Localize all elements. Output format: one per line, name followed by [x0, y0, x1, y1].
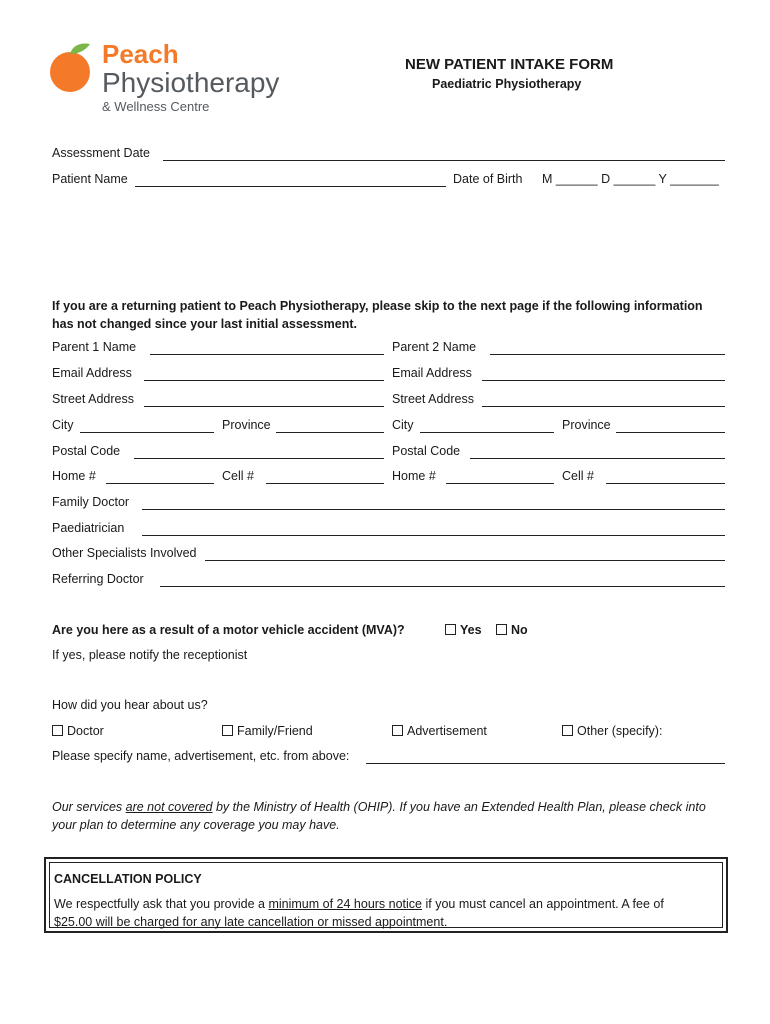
logo-wellness-text: & Wellness Centre	[102, 99, 210, 114]
postal1-field[interactable]	[134, 458, 384, 459]
other-specialists-label: Other Specialists Involved	[52, 546, 197, 560]
other-option-label: Other (specify):	[577, 724, 663, 738]
specify-label: Please specify name, advertisement, etc. from above:	[52, 749, 350, 763]
logo-peach-text: Peach	[102, 39, 179, 69]
patient-name-label: Patient Name	[52, 172, 128, 186]
policy-post: if you must cancel an appointment. A fee of	[422, 897, 664, 911]
policy-notice: minimum of 24 hours notice	[268, 897, 423, 911]
policy-text	[54, 895, 719, 931]
family-checkbox[interactable]	[222, 725, 233, 736]
city1-field[interactable]	[80, 432, 214, 433]
postal1-label: Postal Code	[52, 444, 121, 458]
home1-field[interactable]	[106, 483, 214, 484]
parent2-name-field[interactable]	[490, 354, 725, 355]
advertisement-option-label: Advertisement	[407, 724, 487, 738]
home2-field[interactable]	[446, 483, 554, 484]
form-subtitle: Paediatric Physiotherapy	[432, 77, 582, 91]
home2-label: Home #	[392, 469, 436, 483]
home1-label: Home #	[52, 469, 96, 483]
parent1-name-field[interactable]	[150, 354, 384, 355]
mva-no-label: No	[511, 623, 528, 637]
ohip-note	[52, 798, 742, 834]
email2-label: Email Address	[392, 366, 472, 380]
ohip-note-pre: Our services	[52, 800, 126, 814]
advertisement-checkbox[interactable]	[392, 725, 403, 736]
cell1-field[interactable]	[266, 483, 384, 484]
mva-no-option[interactable]	[496, 622, 528, 638]
mva-no-checkbox[interactable]	[496, 624, 507, 635]
postal2-field[interactable]	[470, 458, 725, 459]
city1-label: City	[52, 418, 74, 432]
hear-option-doctor[interactable]	[52, 723, 104, 739]
family-option-label: Family/Friend	[237, 724, 313, 738]
assessment-date-label: Assessment Date	[52, 146, 150, 160]
other-checkbox[interactable]	[562, 725, 573, 736]
other-specialists-field[interactable]	[205, 560, 725, 561]
street2-field[interactable]	[482, 406, 725, 407]
cell2-field[interactable]	[606, 483, 725, 484]
parent2-name-label: Parent 2 Name	[392, 340, 477, 354]
street1-label: Street Address	[52, 392, 134, 406]
ohip-note-post: by the Ministry of Health (OHIP). If you have an Extended Health Plan, please check into	[212, 800, 706, 814]
paediatrician-label: Paediatrician	[52, 521, 125, 535]
family-doctor-field[interactable]	[142, 509, 725, 510]
email1-label: Email Address	[52, 366, 132, 380]
cancellation-policy-box	[44, 857, 728, 933]
peach-icon	[46, 40, 98, 94]
city2-field[interactable]	[420, 432, 554, 433]
doctor-option-label: Doctor	[67, 724, 104, 738]
hear-question: How did you hear about us?	[52, 698, 208, 712]
postal2-label: Postal Code	[392, 444, 461, 458]
assessment-date-field[interactable]	[163, 160, 725, 161]
parent1-name-label: Parent 1 Name	[52, 340, 137, 354]
policy-pre: We respectfully ask that you provide a	[54, 897, 269, 911]
dob-label: Date of Birth	[453, 172, 523, 186]
hear-option-other[interactable]	[562, 723, 662, 739]
hear-option-ad[interactable]	[392, 723, 487, 739]
province2-field[interactable]	[616, 432, 725, 433]
referring-doctor-label: Referring Doctor	[52, 572, 144, 586]
cell1-label: Cell #	[222, 469, 254, 483]
street2-label: Street Address	[392, 392, 474, 406]
doctor-checkbox[interactable]	[52, 725, 63, 736]
city2-label: City	[392, 418, 414, 432]
policy-heading: CANCELLATION POLICY	[54, 872, 202, 886]
patient-name-field[interactable]	[135, 186, 446, 187]
cell2-label: Cell #	[562, 469, 594, 483]
mva-question: Are you here as a result of a motor vehicle accident (MVA)?	[52, 623, 405, 637]
paediatrician-field[interactable]	[142, 535, 725, 536]
province2-label: Province	[562, 418, 611, 432]
province1-field[interactable]	[276, 432, 384, 433]
ohip-note-line2: your plan to determine any coverage you may have.	[52, 818, 340, 832]
mva-yes-label: Yes	[460, 623, 482, 637]
email1-field[interactable]	[144, 380, 384, 381]
mva-note: If yes, please notify the receptionist	[52, 648, 248, 662]
dob-field[interactable]: M ______ D ______ Y _______	[542, 172, 719, 186]
province1-label: Province	[222, 418, 271, 432]
specify-field[interactable]	[366, 763, 725, 764]
street1-field[interactable]	[144, 406, 384, 407]
mva-yes-option[interactable]	[445, 622, 482, 638]
policy-line2: $25.00 will be charged for any late cancellation or missed appointment.	[54, 915, 448, 929]
referring-doctor-field[interactable]	[160, 586, 725, 587]
logo-physiotherapy-text: Physiotherapy	[102, 67, 280, 98]
hear-option-family[interactable]	[222, 723, 313, 739]
form-title: NEW PATIENT INTAKE FORM	[405, 56, 614, 73]
ohip-not-covered: are not covered	[125, 800, 213, 814]
family-doctor-label: Family Doctor	[52, 495, 130, 509]
returning-patient-note: If you are a returning patient to Peach Physiotherapy, please skip to the next page if the following information has not changed since your last initial assessment.	[52, 299, 703, 331]
email2-field[interactable]	[482, 380, 725, 381]
mva-yes-checkbox[interactable]	[445, 624, 456, 635]
